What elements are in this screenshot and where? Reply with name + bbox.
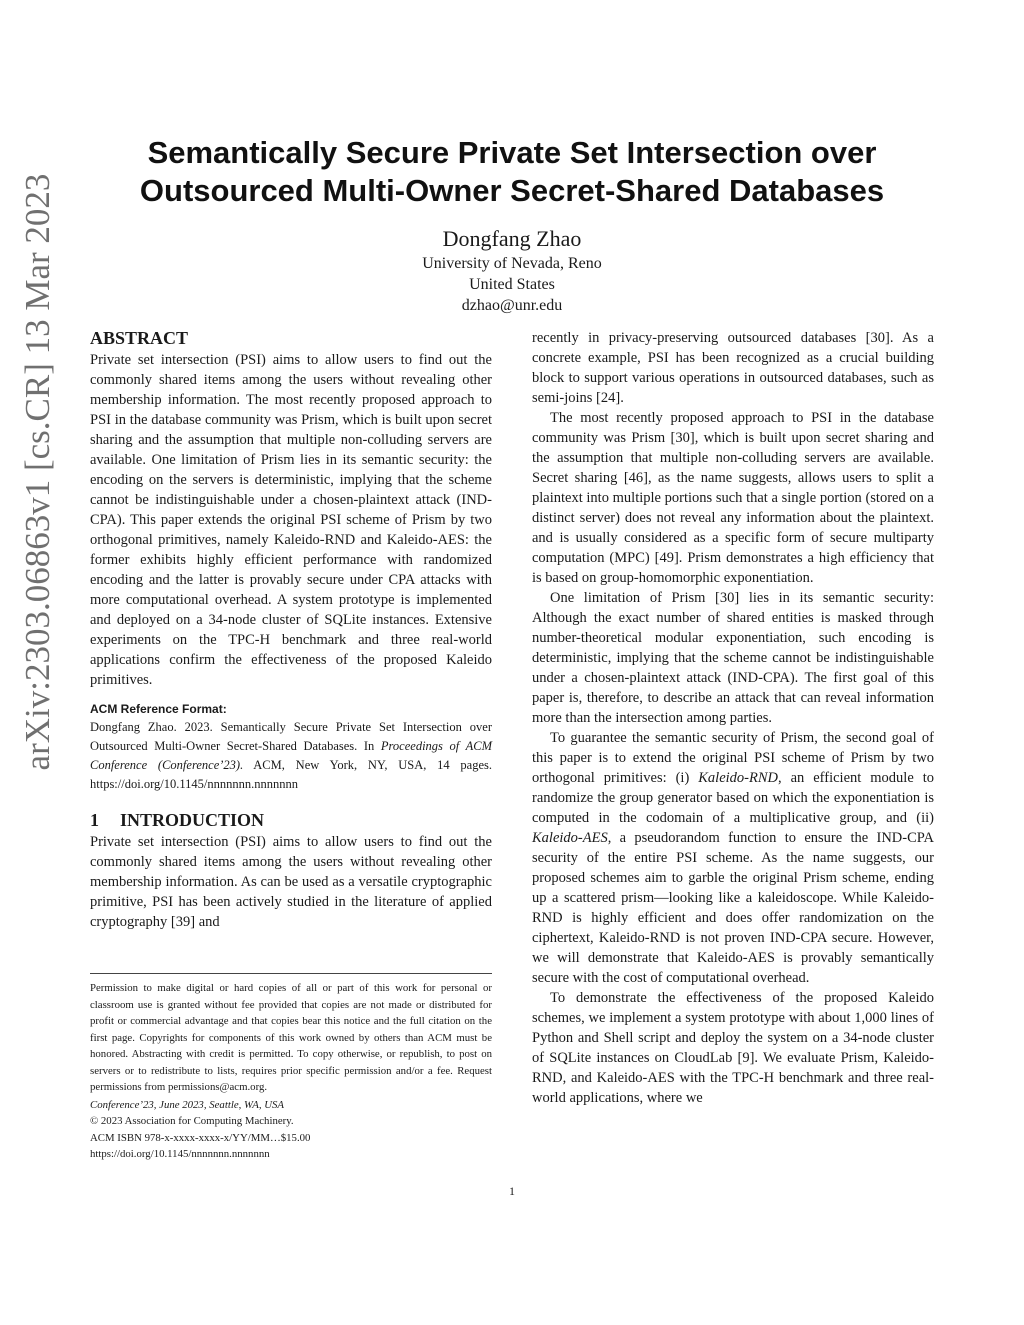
term-kaleido-rnd: Kaleido-RND (698, 770, 778, 786)
page-number: 1 (509, 1184, 515, 1198)
permission-text: Permission to make digital or hard copies of all or part of this work for personal or classroom use is granted without fee provided that copies are not made or distributed for profit or commercial advantage and that copies bear this notice and the full citation on the first page. Copyrights for components of this work owned by others than ACM must be honored. Abstracting with credit is permitted. To copy otherwise, or republish, to post on servers or to redistribute to lists, requires prior specific permission and/or a fee. Request permissions from permissions@acm.org. (90, 982, 492, 1093)
term-kaleido-aes: Kaleido-AES (532, 830, 608, 846)
acm-reference-suffix: ACM, New York, NY, USA, 14 pages. https://doi.org/10.1145/nnnnnnn.nnnnnnn (90, 758, 493, 791)
intro-paragraph-2: The most recently proposed approach to PSI in the database community was Prism [30], which is built upon secret sharing and the assumption that multiple non-colluding servers are available. Secret sharing [46], as the name suggests, allows users to split a plaintext into multiple portions such that a single portion (stored on a distinct server) does not reveal any information about the plaintext. and is usually considered as a specific form of secure multiparty computation (MPC) [49]. Prism demonstrates a high efficiency that is based on group-homomorphic exponentiation. (532, 410, 934, 586)
introduction-heading (90, 808, 492, 832)
intro-paragraph-5: To demonstrate the effectiveness of the proposed Kaleido schemes, we implement a system prototype with about 1,000 lines of Python and Shell script and deploy the system on a 34-node cluster of SQLite instances on CloudLab [9]. We evaluate Prism, Kaleido-RND, and Kaleido-AES with the TPC-H benchmark and three real-world applications, where we (532, 990, 934, 1106)
section-title: INTRODUCTION (120, 810, 265, 830)
doi-line: https://doi.org/10.1145/nnnnnnn.nnnnnnn (90, 1148, 270, 1160)
title-line-1: Semantically Secure Private Set Intersection over (147, 135, 877, 170)
author-block (262, 225, 762, 316)
isbn-line: ACM ISBN 978-x-xxxx-xxxx-x/YY/MM…$15.00 (90, 1131, 311, 1144)
acm-reference-text (90, 718, 492, 794)
abstract-text: Private set intersection (PSI) aims to allow users to find out the commonly shared items among the users without revealing other membership information. The most recently proposed approach to PSI in the database community was Prism, which is built upon secret sharing and the assumption that multiple non-colluding servers are available. One limitation of Prism lies in its semantic security: the encoding on the servers is deterministic, implying that the scheme cannot be indistinguishable under a chosen-plaintext attack (IND-CPA). This paper extends the original PSI scheme of Prism by two orthogonal primitives, namely Kaleido-RND and Kaleido-AES: the former exhibits highly efficient performance with randomized encoding and the latter is provably secure under CPA attacks with more computational overhead. A system prototype is implemented and deployed on a 34-node cluster of SQLite instances. Extensive experiments on the TPC-H benchmark and three real-world applications confirm the effectiveness of the proposed Kaleido primitives. (90, 352, 492, 688)
intro-paragraph-4 (532, 728, 934, 988)
intro-paragraph-1-continued: recently in privacy-preserving outsourced databases [30]. As a concrete example, PSI has been recognized as a crucial building block to support various operations in outsourced databases, such as semi-joins [24]. (532, 330, 934, 406)
intro-p4-part-b: , an efficient module to randomize the group generator based on which the exponentiation is computed in the codomain of a multiplicative group, and (ii) (532, 770, 934, 826)
author-country: United States (469, 276, 555, 293)
right-column (532, 328, 934, 1108)
abstract-heading: ABSTRACT (90, 328, 189, 348)
permission-footnote (90, 973, 492, 1163)
intro-paragraph-1: Private set intersection (PSI) aims to allow users to find out the commonly shared items among the users without revealing other membership information. As can be used as a versatile cryptographic primitive, PSI has been actively studied in the literature of applied cryptography [39] and (90, 834, 492, 930)
paper-title (60, 134, 964, 210)
arxiv-identifier: arXiv:2303.06863v1 [cs.CR] 13 Mar 2023 (18, 173, 57, 771)
intro-p4-part-c: , a pseudorandom function to ensure the IND-CPA security of the entire PSI scheme. As the name suggests, our proposed schemes aim to garble the original Prism scheme, ending up a scattered prism—looking like a kaleidoscope. While Kaleido-RND is highly efficient and does offer randomization on the ciphertext, Kaleido-RND is not proven IND-CPA secure. However, we will demonstrate that Kaleido-AES is provably semantically secure with the cost of computational overhead. (532, 830, 934, 986)
title-line-2: Outsourced Multi-Owner Secret-Shared Databases (139, 173, 885, 208)
copyright-line: © 2023 Association for Computing Machinery. (90, 1115, 294, 1127)
conference-info: Conference’23, June 2023, Seattle, WA, USA (90, 1098, 285, 1111)
section-number: 1 (90, 810, 99, 830)
acm-reference-prefix: Dongfang Zhao. 2023. Semantically Secure Private Set Intersection over Outsourced Multi-Owner Secret-Shared Databases. In (90, 720, 492, 753)
author-name: Dongfang Zhao (442, 226, 582, 251)
author-affiliation: University of Nevada, Reno (422, 255, 602, 272)
author-email: dzhao@unr.edu (461, 297, 563, 314)
intro-paragraph-3: One limitation of Prism [30] lies in its semantic security: Although the exact number of shared entities is masked through number-theoretical modular exponentiation, such encoding is deterministic, implying that the scheme cannot be indistinguishable under a chosen-plaintext attack (IND-CPA). The first goal of this paper is, therefore, to describe an attack that can reveal information more than the intersection among parties. (532, 590, 934, 726)
left-column (90, 326, 492, 932)
acm-reference-venue: Proceedings of ACM Conference (Conference’23). (90, 739, 492, 772)
acm-reference-heading: ACM Reference Format: (90, 702, 227, 716)
intro-p4-part-a: To guarantee the semantic security of Prism, the second goal of this paper is to extend the original PSI scheme of Prism by two orthogonal primitives: (i) (532, 730, 934, 786)
